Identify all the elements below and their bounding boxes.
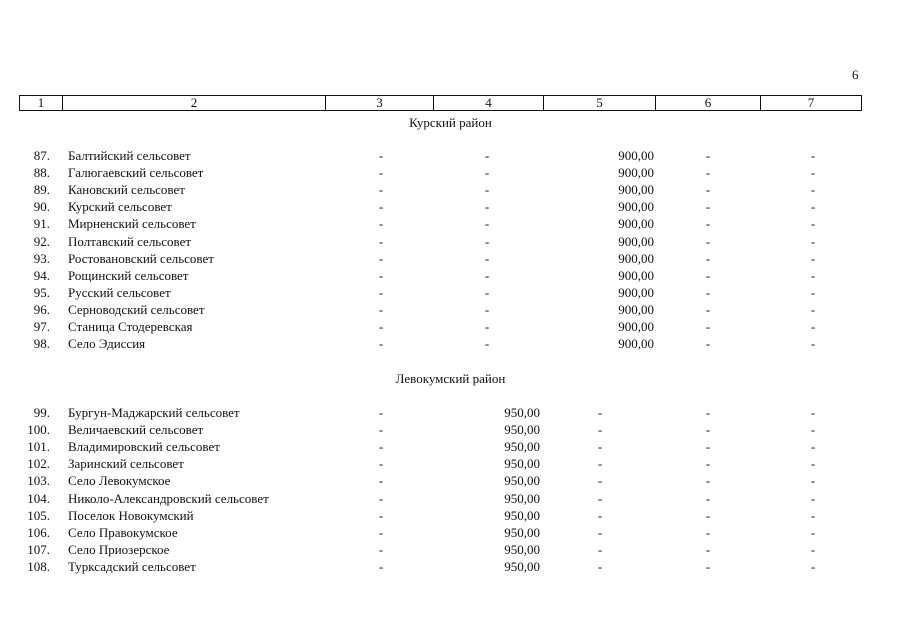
header-col-7: 7 xyxy=(807,95,815,110)
cell-col-4: 950,00 xyxy=(504,473,540,489)
cell-col-3: - xyxy=(378,199,384,215)
cell-col-6: - xyxy=(705,405,711,420)
cell-col-5: 900,00 xyxy=(618,301,654,317)
cell-col-5: - xyxy=(597,558,603,574)
cell-col-7: - xyxy=(810,199,816,215)
cell-col-5: - xyxy=(597,541,603,557)
table-row xyxy=(0,301,901,318)
cell-col-4: - xyxy=(484,216,490,232)
row-name: Величаевский сельсовет xyxy=(68,422,204,438)
row-name: Николо-Александровский сельсовет xyxy=(68,490,269,506)
cell-col-6: - xyxy=(705,473,711,489)
table-row xyxy=(0,181,901,198)
cell-col-4: - xyxy=(484,148,490,163)
cell-col-4: - xyxy=(484,284,490,300)
cell-col-5: 900,00 xyxy=(618,199,654,215)
row-name: Село Правокумское xyxy=(68,524,178,540)
cell-col-4: - xyxy=(484,267,490,283)
row-name: Русский сельсовет xyxy=(68,284,171,300)
row-name: Галюгаевский сельсовет xyxy=(68,165,204,181)
table-row xyxy=(0,472,901,489)
cell-col-6: - xyxy=(705,199,711,215)
row-number: 105. xyxy=(27,507,50,523)
cell-col-4: - xyxy=(484,182,490,198)
cell-col-4: 950,00 xyxy=(504,405,540,420)
row-number: 99. xyxy=(33,405,50,420)
cell-col-3: - xyxy=(378,541,384,557)
cell-col-4: 950,00 xyxy=(504,507,540,523)
row-number: 91. xyxy=(33,216,50,232)
cell-col-4: - xyxy=(484,301,490,317)
cell-col-4: - xyxy=(484,336,490,352)
table-row xyxy=(0,404,901,421)
row-name: Мирненский сельсовет xyxy=(68,216,196,232)
cell-col-3: - xyxy=(378,267,384,283)
header-col-5: 5 xyxy=(544,96,656,110)
row-name: Серноводский сельсовет xyxy=(68,301,205,317)
cell-col-7: - xyxy=(810,284,816,300)
row-name: Турксадский сельсовет xyxy=(68,558,196,574)
cell-col-6: - xyxy=(705,216,711,232)
cell-col-7: - xyxy=(810,336,816,352)
row-number: 98. xyxy=(33,336,50,352)
table-row xyxy=(0,147,901,164)
table-row xyxy=(0,215,901,232)
cell-col-3: - xyxy=(378,148,384,163)
cell-col-6: - xyxy=(705,233,711,249)
cell-col-6: - xyxy=(705,319,711,334)
cell-col-7: - xyxy=(810,250,816,266)
cell-col-5: - xyxy=(597,456,603,472)
cell-col-5: - xyxy=(597,490,603,506)
cell-col-7: - xyxy=(810,422,816,438)
cell-col-5: - xyxy=(597,422,603,438)
table-row xyxy=(0,558,901,575)
cell-col-6: - xyxy=(705,558,711,574)
row-number: 97. xyxy=(33,319,50,334)
cell-col-7: - xyxy=(810,301,816,317)
table-row xyxy=(0,421,901,438)
cell-col-4: - xyxy=(484,319,490,334)
row-name: Село Эдиссия xyxy=(68,336,146,352)
cell-col-7: - xyxy=(810,507,816,523)
cell-col-7: - xyxy=(810,439,816,455)
cell-col-3: - xyxy=(378,405,384,420)
header-col-6: 6 xyxy=(656,96,761,110)
cell-col-6: - xyxy=(705,490,711,506)
cell-col-6: - xyxy=(705,507,711,523)
row-name: Бургун-Маджарский сельсовет xyxy=(68,405,240,420)
row-number: 100. xyxy=(27,422,50,438)
cell-col-3: - xyxy=(378,490,384,506)
row-number: 107. xyxy=(27,541,50,557)
cell-col-7: - xyxy=(810,165,816,181)
table-row xyxy=(0,233,901,250)
cell-col-3: - xyxy=(378,473,384,489)
cell-col-3: - xyxy=(378,233,384,249)
cell-col-4: 950,00 xyxy=(504,524,540,540)
cell-col-4: - xyxy=(484,165,490,181)
cell-col-5: 900,00 xyxy=(618,216,654,232)
cell-col-4: - xyxy=(484,199,490,215)
row-number: 104. xyxy=(27,490,50,506)
row-name: Владимировский сельсовет xyxy=(68,439,220,455)
cell-col-6: - xyxy=(705,456,711,472)
cell-col-7: - xyxy=(810,148,816,163)
cell-col-7: - xyxy=(810,216,816,232)
row-number: 88. xyxy=(33,165,50,181)
header-col-2: 2 xyxy=(63,96,326,110)
cell-col-7: - xyxy=(810,319,816,334)
cell-col-5: 900,00 xyxy=(618,148,654,163)
table-row xyxy=(0,164,901,181)
row-name: Курский сельсовет xyxy=(68,199,172,215)
header-col-4: 4 xyxy=(434,96,544,110)
cell-col-3: - xyxy=(378,165,384,181)
row-number: 92. xyxy=(33,233,50,249)
row-number: 95. xyxy=(33,284,50,300)
header-col-3: 3 xyxy=(326,96,434,110)
row-number: 101. xyxy=(27,439,50,455)
row-number: 94. xyxy=(33,267,50,283)
row-number: 103. xyxy=(27,473,50,489)
table-row xyxy=(0,318,901,335)
table-row xyxy=(0,335,901,352)
cell-col-3: - xyxy=(378,507,384,523)
cell-col-6: - xyxy=(705,165,711,181)
table-row xyxy=(0,455,901,472)
cell-col-5: - xyxy=(597,473,603,489)
table-row xyxy=(0,284,901,301)
cell-col-4: 950,00 xyxy=(504,456,540,472)
table-row xyxy=(0,438,901,455)
cell-col-6: - xyxy=(705,284,711,300)
cell-col-7: - xyxy=(810,541,816,557)
row-name: Село Приозерское xyxy=(68,541,170,557)
row-name: Заринский сельсовет xyxy=(68,456,184,472)
cell-col-5: 900,00 xyxy=(618,250,654,266)
cell-col-4: - xyxy=(484,250,490,266)
cell-col-5: 900,00 xyxy=(618,319,654,334)
cell-col-5: - xyxy=(597,439,603,455)
cell-col-7: - xyxy=(810,473,816,489)
cell-col-4: 950,00 xyxy=(504,422,540,438)
cell-col-6: - xyxy=(705,182,711,198)
cell-col-5: 900,00 xyxy=(618,233,654,249)
cell-col-3: - xyxy=(378,456,384,472)
cell-col-7: - xyxy=(810,456,816,472)
row-name: Станица Стодеревская xyxy=(68,319,193,334)
cell-col-7: - xyxy=(810,182,816,198)
cell-col-7: - xyxy=(810,524,816,540)
row-number: 108. xyxy=(27,558,50,574)
cell-col-4: 950,00 xyxy=(504,558,540,574)
cell-col-6: - xyxy=(705,524,711,540)
cell-col-3: - xyxy=(378,336,384,352)
row-name: Ростовановский сельсовет xyxy=(68,250,214,266)
section-title: Курский район xyxy=(409,115,492,130)
table-row xyxy=(0,267,901,284)
row-number: 87. xyxy=(33,148,50,163)
cell-col-3: - xyxy=(378,301,384,317)
table-row xyxy=(0,198,901,215)
cell-col-6: - xyxy=(705,148,711,163)
row-name: Полтавский сельсовет xyxy=(68,233,192,249)
row-number: 96. xyxy=(33,301,50,317)
section-title: Левокумский район xyxy=(395,371,506,386)
cell-col-6: - xyxy=(705,267,711,283)
table-header xyxy=(19,95,862,111)
cell-col-4: 950,00 xyxy=(504,439,540,455)
cell-col-3: - xyxy=(378,422,384,438)
row-name: Село Левокумское xyxy=(68,473,171,489)
cell-col-7: - xyxy=(810,267,816,283)
cell-col-5: 900,00 xyxy=(618,267,654,283)
cell-col-7: - xyxy=(810,233,816,249)
table-row xyxy=(0,541,901,558)
row-number: 89. xyxy=(33,182,50,198)
cell-col-4: 950,00 xyxy=(504,541,540,557)
cell-col-6: - xyxy=(705,250,711,266)
cell-col-3: - xyxy=(378,182,384,198)
cell-col-3: - xyxy=(378,216,384,232)
cell-col-6: - xyxy=(705,301,711,317)
table-row xyxy=(0,250,901,267)
row-name: Кановский сельсовет xyxy=(68,182,185,198)
cell-col-5: 900,00 xyxy=(618,336,654,352)
row-number: 93. xyxy=(33,250,50,266)
cell-col-7: - xyxy=(810,558,816,574)
cell-col-4: 950,00 xyxy=(504,490,540,506)
header-col-1: 1 xyxy=(20,96,63,110)
row-name: Балтийский сельсовет xyxy=(68,148,191,163)
cell-col-3: - xyxy=(378,319,384,334)
cell-col-7: - xyxy=(810,490,816,506)
cell-col-5: 900,00 xyxy=(618,165,654,181)
page-number: 6 xyxy=(852,67,859,82)
row-name: Поселок Новокумский xyxy=(68,507,194,523)
cell-col-4: - xyxy=(484,233,490,249)
cell-col-3: - xyxy=(378,524,384,540)
row-number: 102. xyxy=(27,456,50,472)
cell-col-3: - xyxy=(378,284,384,300)
cell-col-6: - xyxy=(705,336,711,352)
cell-col-7: - xyxy=(810,405,816,420)
cell-col-3: - xyxy=(378,439,384,455)
table-row xyxy=(0,507,901,524)
row-number: 106. xyxy=(27,524,50,540)
cell-col-5: 900,00 xyxy=(618,182,654,198)
row-number: 90. xyxy=(33,199,50,215)
cell-col-5: - xyxy=(597,507,603,523)
cell-col-3: - xyxy=(378,558,384,574)
cell-col-6: - xyxy=(705,541,711,557)
table-row xyxy=(0,524,901,541)
cell-col-5: - xyxy=(597,524,603,540)
cell-col-5: 900,00 xyxy=(618,284,654,300)
table-row xyxy=(0,490,901,507)
cell-col-6: - xyxy=(705,422,711,438)
row-name: Рощинский сельсовет xyxy=(68,267,189,283)
cell-col-3: - xyxy=(378,250,384,266)
cell-col-6: - xyxy=(705,439,711,455)
cell-col-5: - xyxy=(597,405,603,420)
